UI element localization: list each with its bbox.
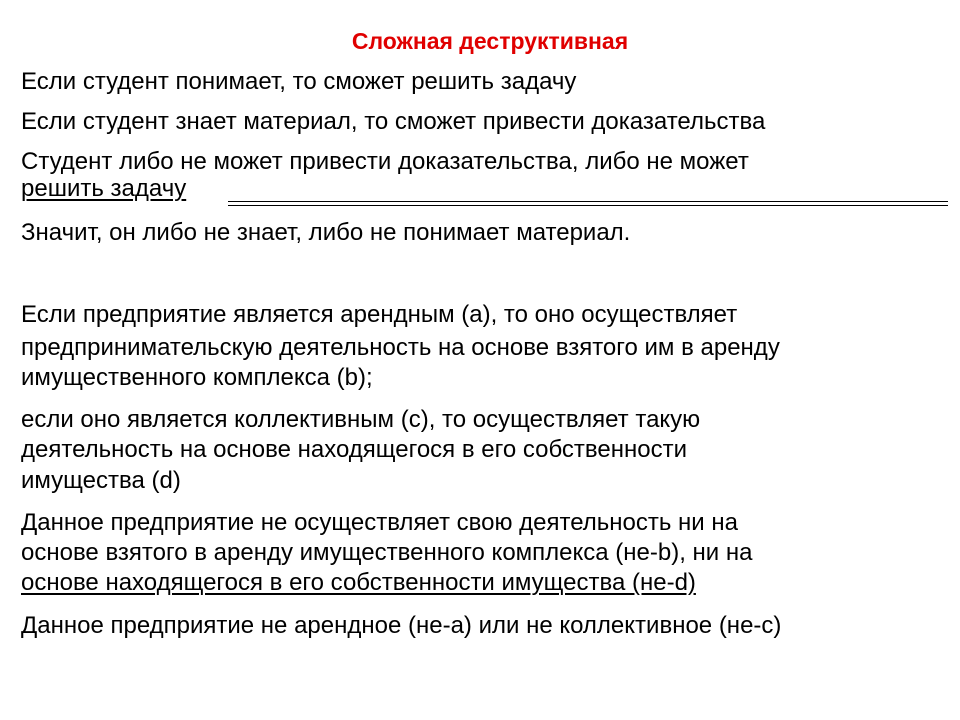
conclusion-1: Значит, он либо не знает, либо не понимает материал. bbox=[21, 219, 631, 246]
conclusion-rule-2 bbox=[228, 205, 948, 206]
p3-line-1: Данное предприятие не осуществляет свою деятельность ни на bbox=[21, 509, 738, 536]
p2-line-1: если оно является коллективным (с), то осуществляет такую bbox=[21, 406, 701, 433]
p1-line-3: имущественного комплекса (b); bbox=[21, 364, 373, 391]
p2-line-2: деятельность на основе находящегося в его собственности bbox=[21, 436, 687, 463]
p2-line-3: имущества (d) bbox=[21, 467, 181, 494]
p1-line-1: Если предприятие является арендным (а), то оно осуществляет bbox=[21, 301, 738, 328]
premise-3-line-1: Студент либо не может привести доказательства, либо не может bbox=[21, 148, 749, 175]
p3-line-2: основе взятого в аренду имущественного комплекса (не-b), ни на bbox=[21, 539, 753, 566]
p3-underlined: основе находящегося в его собственности имущества (не-d) bbox=[21, 569, 696, 596]
conclusion-rule bbox=[228, 201, 948, 202]
p1-line-2: предпринимательскую деятельность на основе взятого им в аренду bbox=[21, 334, 780, 361]
slide-title: Сложная деструктивная bbox=[351, 28, 629, 54]
p3-line-3 bbox=[21, 568, 696, 598]
premise-3-underlined: решить задачу bbox=[21, 175, 187, 202]
premise-1: Если студент понимает, то сможет решить задачу bbox=[21, 68, 577, 95]
premise-2: Если студент знает материал, то сможет привести доказательства bbox=[21, 108, 766, 135]
premise-3-line-2 bbox=[21, 174, 186, 204]
conclusion-2: Данное предприятие не арендное (не-а) или не коллективное (не-с) bbox=[21, 612, 782, 639]
